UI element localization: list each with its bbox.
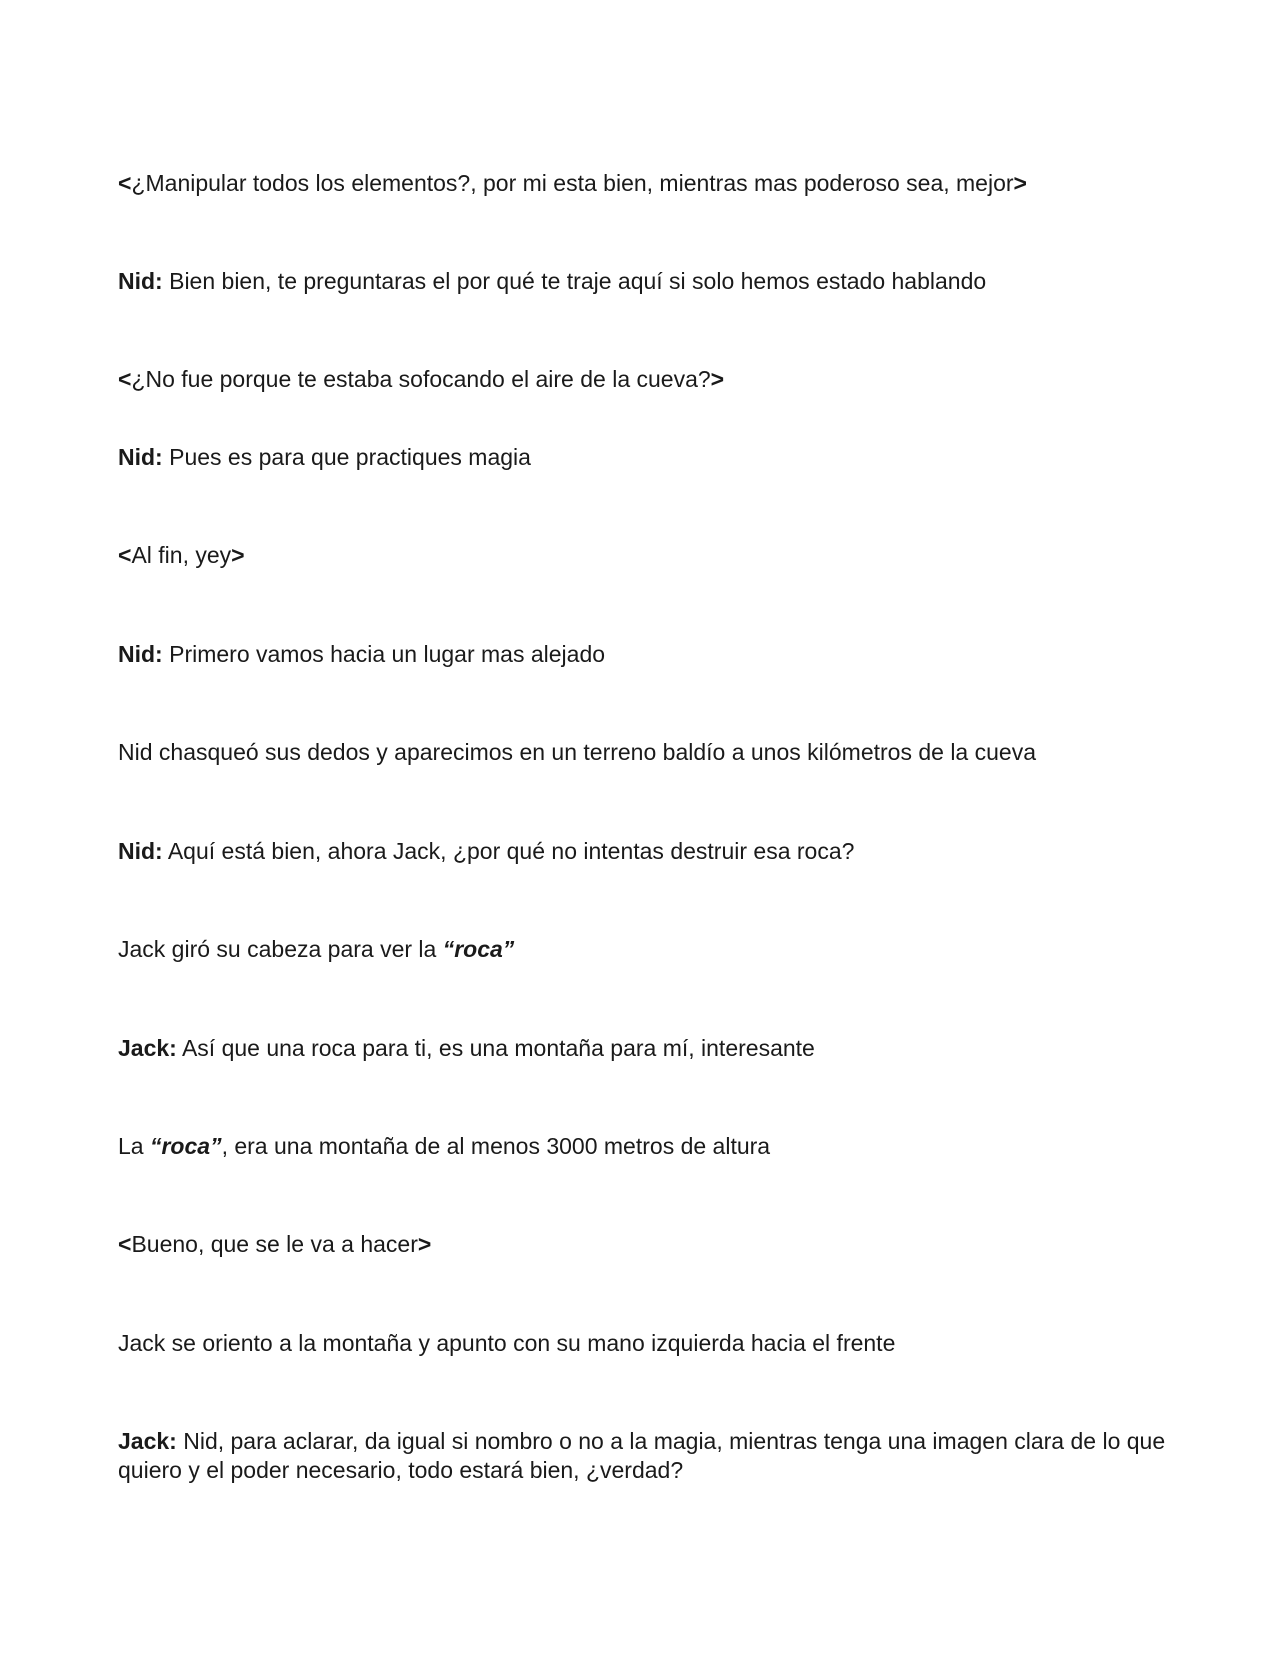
narration-text: , era una montaña de al menos 3000 metros de altura	[221, 1133, 771, 1159]
narration-paragraph	[118, 1132, 1168, 1161]
dialogue-text: Nid, para aclarar, da igual si nombro o no a la magia, mientras tenga una imagen clara de lo que quiero y el poder necesario, todo estará bien, ¿verdad?	[118, 1428, 1166, 1483]
narration-paragraph	[118, 1329, 1168, 1358]
speaker-label: Jack:	[118, 1428, 177, 1454]
dialogue-paragraph	[118, 1427, 1168, 1485]
dialogue-text: Así que una roca para ti, es una montaña para mí, interesante	[176, 1035, 815, 1061]
dialogue-paragraph	[118, 837, 1168, 866]
narration-paragraph	[118, 935, 1168, 964]
thought-text: ¿Manipular todos los elementos?, por mi esta bien, mientras mas poderoso sea, mejor	[131, 170, 1014, 196]
speaker-label: Nid:	[118, 641, 163, 667]
speaker-label: Nid:	[118, 838, 163, 864]
thought-text: Al fin, yey	[131, 542, 232, 568]
emphasized-word: “roca”	[149, 1133, 222, 1159]
dialogue-text: Primero vamos hacia un lugar mas alejado	[162, 641, 606, 667]
dialogue-text: Bien bien, te preguntaras el por qué te traje aquí si solo hemos estado hablando	[162, 268, 987, 294]
close-bracket: >	[710, 366, 725, 392]
open-bracket: <	[118, 170, 132, 196]
dialogue-paragraph	[118, 640, 1168, 669]
narration-text: Jack se oriento a la montaña y apunto con su mano izquierda hacia el frente	[118, 1330, 896, 1356]
narration-text: Jack giró su cabeza para ver la	[118, 936, 443, 962]
speaker-label: Nid:	[118, 444, 163, 470]
thought-paragraph	[118, 169, 1168, 198]
dialogue-text: Aquí está bien, ahora Jack, ¿por qué no intentas destruir esa roca?	[162, 838, 855, 864]
narration-paragraph	[118, 738, 1168, 767]
thought-text: Bueno, que se le va a hacer	[131, 1231, 418, 1257]
emphasized-word: “roca”	[442, 936, 515, 962]
open-bracket: <	[118, 366, 132, 392]
close-bracket: >	[417, 1231, 432, 1257]
open-bracket: <	[118, 542, 132, 568]
thought-paragraph	[118, 365, 1168, 394]
close-bracket: >	[1013, 170, 1027, 196]
dialogue-paragraph	[118, 443, 1168, 472]
dialogue-text: Pues es para que practiques magia	[162, 444, 531, 470]
dialogue-paragraph	[118, 267, 1168, 296]
thought-paragraph	[118, 541, 1168, 570]
narration-text: La	[118, 1133, 150, 1159]
dialogue-paragraph	[118, 1034, 1168, 1063]
close-bracket: >	[231, 542, 245, 568]
speaker-label: Jack:	[118, 1035, 177, 1061]
thought-paragraph	[118, 1230, 1168, 1259]
speaker-label: Nid:	[118, 268, 163, 294]
open-bracket: <	[118, 1231, 132, 1257]
narration-text: Nid chasqueó sus dedos y aparecimos en un terreno baldío a unos kilómetros de la cueva	[118, 739, 1036, 765]
thought-text: ¿No fue porque te estaba sofocando el aire de la cueva?	[131, 366, 711, 392]
